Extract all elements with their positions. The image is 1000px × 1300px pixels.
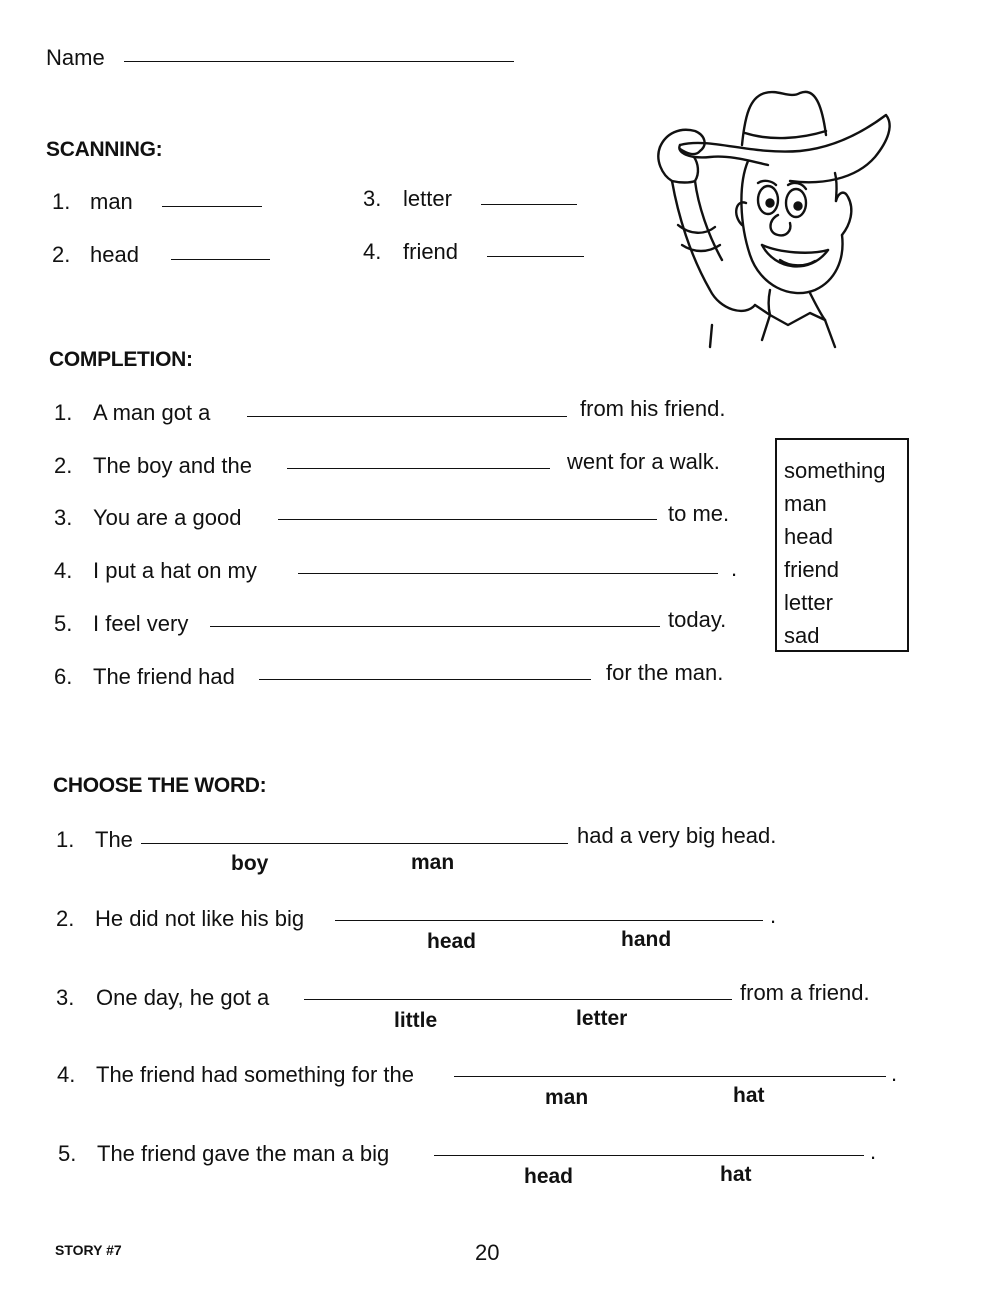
scanning-num: 3. [363, 186, 382, 211]
scanning-num: 4. [363, 239, 382, 264]
completion-num: 4. [54, 558, 73, 583]
choose-blank[interactable] [434, 1155, 864, 1156]
completion-num: 6. [54, 664, 73, 689]
word-bank-box [775, 438, 909, 652]
completion-blank[interactable] [278, 519, 657, 520]
scanning-heading: SCANNING: [46, 138, 163, 161]
word-bank-item: sad [784, 623, 820, 648]
choose-text: The friend gave the man a big [97, 1141, 390, 1166]
word-bank-item: friend [784, 557, 840, 582]
scanning-word: man [90, 189, 133, 214]
completion-num: 3. [54, 505, 73, 530]
story-label: STORY #7 [55, 1242, 122, 1258]
choose-option[interactable]: hat [720, 1163, 752, 1186]
completion-text: went for a walk. [567, 449, 720, 474]
completion-text: . [731, 556, 738, 581]
choose-blank[interactable] [304, 999, 732, 1000]
choose-text: One day, he got a [96, 985, 270, 1010]
completion-num: 2. [54, 453, 73, 478]
completion-text: from his friend. [580, 396, 726, 421]
scanning-word: head [90, 242, 139, 267]
choose-blank[interactable] [335, 920, 763, 921]
choose-text: . [891, 1061, 898, 1086]
scanning-blank[interactable] [171, 259, 270, 260]
completion-text: The boy and the [93, 453, 253, 478]
completion-text: I put a hat on my [93, 558, 257, 583]
choose-text: He did not like his big [95, 906, 305, 931]
completion-text: for the man. [606, 660, 724, 685]
completion-blank[interactable] [210, 626, 660, 627]
choose-blank[interactable] [141, 843, 568, 844]
page-number: 20 [475, 1240, 500, 1265]
choose-num: 5. [58, 1141, 77, 1166]
completion-text: A man got a [93, 400, 211, 425]
choose-text: . [870, 1139, 877, 1164]
choose-text: had a very big head. [577, 823, 777, 848]
choose-option[interactable]: boy [231, 852, 269, 875]
scanning-word: friend [403, 239, 459, 264]
completion-text: I feel very [93, 611, 189, 636]
choose-option[interactable]: hat [733, 1084, 765, 1107]
choose-option[interactable]: little [394, 1009, 438, 1032]
choose-text: The friend had something for the [96, 1062, 414, 1087]
scanning-blank[interactable] [487, 256, 584, 257]
completion-text: today. [668, 607, 727, 632]
choose-num: 2. [56, 906, 75, 931]
name-label: Name [46, 45, 105, 70]
name-blank[interactable] [124, 61, 514, 62]
scanning-blank[interactable] [481, 204, 577, 205]
completion-heading: COMPLETION: [49, 348, 193, 371]
choose-option[interactable]: man [411, 851, 455, 874]
choose-option[interactable]: man [545, 1086, 589, 1109]
completion-text: to me. [668, 501, 730, 526]
completion-num: 1. [54, 400, 73, 425]
scanning-num: 2. [52, 242, 71, 267]
choose-text: The [95, 827, 133, 852]
completion-num: 5. [54, 611, 73, 636]
choose-option[interactable]: head [524, 1165, 574, 1188]
completion-text: You are a good [93, 505, 242, 530]
choose-option[interactable]: head [427, 930, 477, 953]
choose-num: 3. [56, 985, 75, 1010]
word-bank-item: man [784, 491, 827, 516]
choose-num: 1. [56, 827, 75, 852]
choose-option[interactable]: hand [621, 928, 672, 951]
scanning-blank[interactable] [162, 206, 262, 207]
choose-text: from a friend. [740, 980, 870, 1005]
completion-blank[interactable] [287, 468, 550, 469]
scanning-num: 1. [52, 189, 71, 214]
completion-blank[interactable] [298, 573, 718, 574]
word-bank-item: something [784, 458, 886, 483]
cowboy-illustration-icon [650, 85, 900, 350]
completion-text: The friend had [93, 664, 235, 689]
choose-text: . [770, 903, 777, 928]
word-bank-item: head [784, 524, 833, 549]
completion-blank[interactable] [247, 416, 567, 417]
choose-num: 4. [57, 1062, 76, 1087]
choose-heading: CHOOSE THE WORD: [53, 774, 267, 797]
word-bank-item: letter [784, 590, 833, 615]
choose-blank[interactable] [454, 1076, 886, 1077]
scanning-word: letter [403, 186, 452, 211]
completion-blank[interactable] [259, 679, 591, 680]
choose-option[interactable]: letter [576, 1007, 628, 1030]
